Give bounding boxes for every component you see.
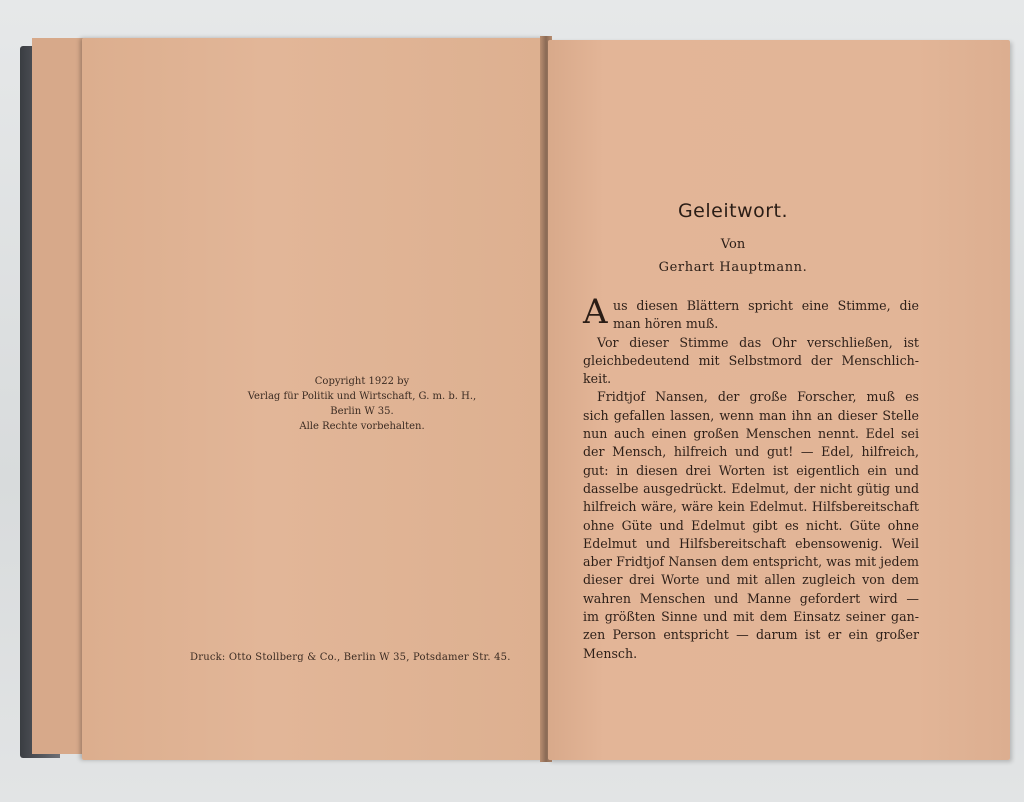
text-line: hilfreich wäre, wäre kein Edelmut. Hilfsbereitschaft [583, 499, 919, 515]
text-line: Vor dieser Stimme das Ohr verschließen, ist [597, 334, 919, 350]
text-line: nun auch einen großen Menschen nennt. Edel sei [583, 426, 919, 442]
text-line: dasselbe ausgedrückt. Edelmut, der nicht gütig und [583, 480, 919, 496]
printer-line: Druck: Otto Stollberg & Co., Berlin W 35, Potsdamer Str. 45. [190, 652, 511, 663]
text-line: der Mensch, hilfreich und gut! — Edel, hilfreich, [583, 444, 919, 460]
page-title: Geleitwort. [677, 200, 789, 222]
imprint-line: Copyright 1922 by [314, 376, 410, 387]
copyright-imprint [212, 374, 512, 434]
text-line: Mensch. [583, 645, 638, 661]
text-line: wahren Menschen und Manne gefordert wird — [583, 590, 919, 606]
text-line: Edelmut und Hilfsbereitschaft ebensowenig. Weil [583, 535, 919, 551]
text-line: dieser drei Worte und mit allen zugleich von dem [583, 572, 919, 588]
text-line: keit. [583, 371, 612, 387]
text-line: zen Person entspricht — darum ist er ein großer [583, 627, 919, 643]
text-line: im größten Sinne und mit dem Einsatz seiner gan- [583, 609, 919, 625]
imprint-line: Verlag für Politik und Wirtschaft, G. m. b. H., [247, 391, 477, 402]
text-line: gut: in diesen drei Worten ist eigentlich ein und [583, 462, 919, 478]
imprint-line: Alle Rechte vorbehalten. [299, 421, 425, 432]
imprint-line: Berlin W 35. [330, 406, 394, 417]
text-line: us diesen Blättern spricht eine Stimme, die [613, 298, 919, 313]
text-line: sich gefallen lassen, wenn man ihn an dieser Stelle [583, 407, 919, 423]
author-name: Gerhart Hauptmann. [658, 260, 808, 275]
text-line: Fridtjof Nansen, der große Forscher, muß es [597, 389, 919, 405]
text-line: aber Fridtjof Nansen dem entspricht, was mit jedem [583, 554, 919, 570]
foreword-text [583, 292, 919, 663]
text-line: gleichbedeutend mit Selbstmord der Menschlich- [583, 352, 919, 368]
byline: Von [720, 237, 746, 252]
text-line: ohne Güte und Edelmut gibt es nicht. Güte ohne [583, 517, 919, 533]
text-line: man hören muß. [613, 316, 719, 332]
drop-cap: A [583, 292, 608, 332]
